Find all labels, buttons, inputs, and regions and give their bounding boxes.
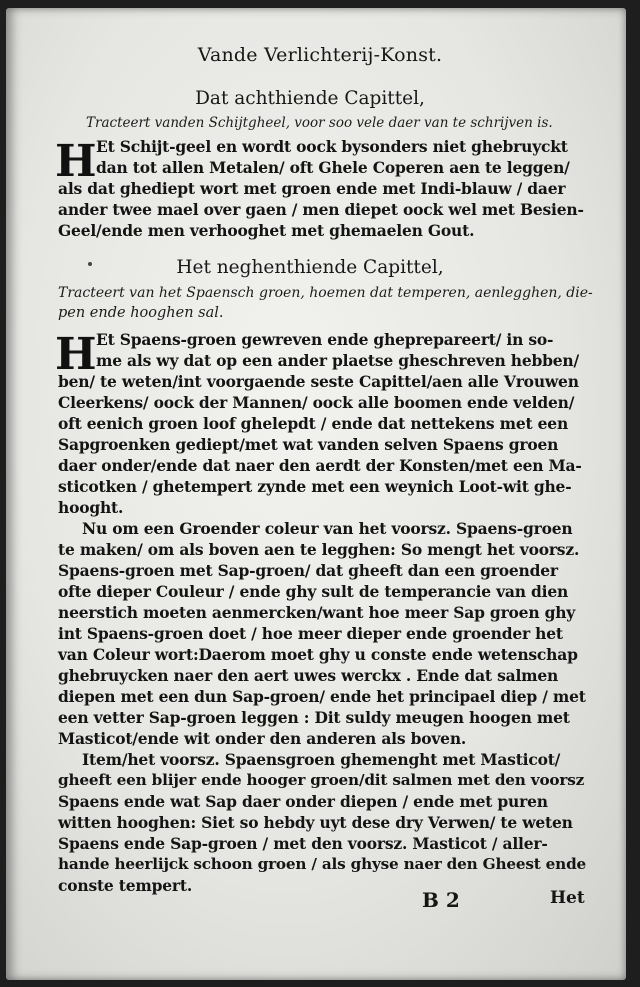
chapter-19-line: hande heerlijck schoon groen / als ghyse naer den Gheest ende [58, 855, 587, 873]
chapter-19-line: een vetter Sap-groen leggen : Dit suldy meugen hoogen met [58, 708, 570, 727]
chapter-19-line: neerstich moeten aenmercken/want hoe meer Sap groen ghy [58, 603, 576, 622]
chapter-19-line: daer onder/ende dat naer den aerdt der Konsten/met een Ma- [58, 456, 582, 475]
chapter-18-line: ander twee mael over gaen / men diepet oock wel met Besien- [58, 200, 584, 219]
chapter-19-line: Sapgroenken gediept/met wat vanden selven Spaens groen [58, 435, 559, 454]
signature-mark: B 2 [422, 888, 460, 912]
chapter-19-line: conste tempert. [58, 876, 193, 895]
chapter-18-line: dan tot allen Metalen/ oft Ghele Coperen aen te leggen/ [96, 158, 570, 177]
chapter-19-line: me als wy dat op een ander plaetse gheschreven hebben/ [96, 351, 579, 370]
chapter-19-line: int Spaens-groen doet / hoe meer dieper ende groender het [58, 624, 563, 643]
chapter-19-line: Spaens-groen met Sap-groen/ dat gheeft dan een groender [58, 561, 558, 580]
chapter-19-line: Et Spaens-groen gewreven ende gheprepareert/ in so- [96, 330, 554, 349]
chapter-19-line: Masticot/ende wit onder den anderen als boven. [58, 729, 467, 748]
chapter-18-line: Geel/ende men verhooghet met ghemaelen Gout. [58, 221, 475, 240]
chapter-19-line: ofte dieper Couleur / ende ghy sult de temperancie van dien [58, 582, 569, 601]
chapter-19-line: oft eenich groen loof ghelepdt / ende dat nettekens met een [58, 414, 569, 433]
chapter-19-line: witten hooghen: Siet so hebdy uyt dese dry Verwen/ te weten [58, 813, 573, 832]
chapter-19-line: Spaens ende Sap-groen / met den voorsz. Masticot / aller- [58, 834, 548, 853]
chapter-18-dropcap: H [55, 136, 97, 187]
chapter-19-line: Nu om een Groender coleur van het voorsz. Spaens-groen [82, 519, 573, 538]
chapter-19-summary-line: Tracteert van het Spaensch groen, hoemen dat temperen, aenlegghen, die- [58, 285, 593, 301]
catchword: Het [550, 888, 585, 908]
chapter-19-line: ben/ te weten/int voorgaende seste Capittel/aen alle Vrouwen [58, 372, 579, 391]
chapter-19-line: Spaens ende wat Sap daer onder diepen / ende met puren [58, 792, 548, 811]
chapter-18-line: als dat ghediept wort met groen ende met Indi-blauw / daer [58, 179, 566, 198]
chapter-18-summary: Tracteert vanden Schijtgheel, voor soo vele daer van te schrijven is. [86, 115, 553, 131]
chapter-18-line: Et Schijt-geel en wordt oock bysonders niet ghebruyckt [96, 137, 568, 156]
chapter-19-title: Het neghenthiende Capittel, [176, 257, 444, 278]
running-head: Vande Verlichterij-Konst. [197, 44, 443, 66]
chapter-19-line: van Coleur wort:Daerom moet ghy u conste ende wetenschap [58, 645, 578, 664]
chapter-19-dropcap: H [55, 329, 97, 380]
chapter-19-line: Cleerkens/ oock der Mannen/ oock alle boomen ende velden/ [58, 393, 575, 412]
chapter-19-line: gheeft een blijer ende hooger groen/dit salmen met den voorsz [58, 771, 585, 789]
chapter-18-title: Dat achthiende Capittel, [195, 88, 425, 109]
chapter-19-line: te maken/ om als boven aen te legghen: So mengt het voorsz. [58, 540, 580, 559]
chapter-19-line: sticotken / ghetempert zynde met een weynich Loot-wit ghe- [58, 477, 572, 496]
chapter-19-summary-line: pen ende hooghen sal. [58, 305, 224, 321]
chapter-19-line: Item/het voorsz. Spaensgroen ghemenght met Masticot/ [82, 750, 561, 769]
chapter-19-line: ghebruycken naer den aert uwes werckx . Ende dat salmen [58, 666, 559, 685]
chapter-19-line: diepen met een dun Sap-groen/ ende het principael diep / met [58, 687, 586, 706]
chapter-19-line: hooght. [58, 498, 124, 517]
